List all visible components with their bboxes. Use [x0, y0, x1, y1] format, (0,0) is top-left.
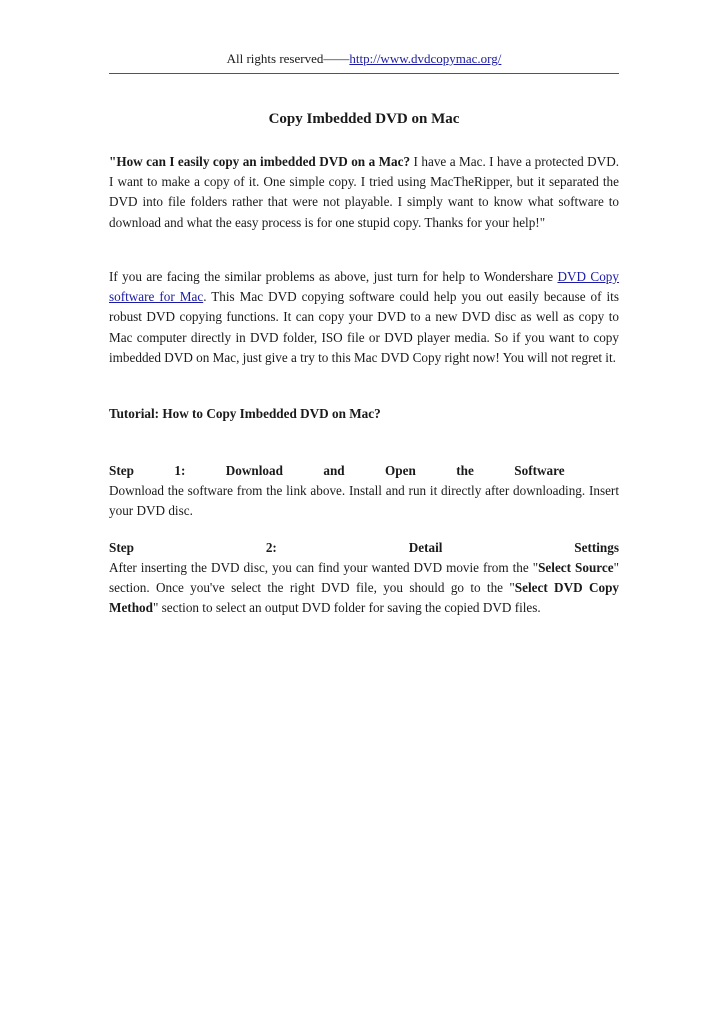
quote-question: "How can I easily copy an imbedded DVD on a Mac?	[109, 154, 411, 169]
dvd-copy-software-link[interactable]: DVD Copy software for Mac	[109, 269, 619, 305]
intro-paragraph	[109, 267, 619, 368]
step1-word: Software	[514, 463, 565, 478]
intro-text-start: If you are facing the similar problems as above, just turn for help to Wondershare	[109, 269, 558, 284]
step1-word: 1:	[174, 463, 186, 478]
header-divider	[109, 73, 619, 74]
select-source-label: Select Source	[538, 560, 614, 575]
step1-word: Open	[385, 463, 416, 478]
step1-word: the	[456, 463, 474, 478]
step2-word: Settings	[574, 540, 619, 555]
step1-body: Download the software from the link above. Install and run it directly after downloading. Insert your DVD disc.	[109, 483, 619, 519]
step2-text-2: " section. Once you've select the right DVD file, you should go to the "	[109, 560, 619, 596]
step2-heading	[109, 538, 619, 558]
step2-word: 2:	[265, 540, 277, 555]
step2-word: Step	[109, 540, 134, 555]
quote-body: I have a Mac. I have a protected DVD. I want to make a copy of it. One simple copy. I tried using MacTheRipper, but it separated the DVD into file folders rather that were not playable. I simply want to know what software to download and what the easy process is for one stupid copy. Thanks for your help!"	[109, 154, 620, 230]
step1-heading	[109, 461, 619, 481]
step2-text-3: " section to select an output DVD folder for saving the copied DVD files.	[152, 600, 541, 616]
step2-body	[109, 558, 619, 619]
step1-spacer	[605, 461, 619, 481]
step1-word: Download	[225, 463, 283, 478]
document-title: Copy Imbedded DVD on Mac	[268, 111, 460, 127]
site-link[interactable]: http://www.dvdcopymac.org/	[349, 51, 502, 66]
intro-text-end: . This Mac DVD copying software could help you out easily because of its robust DVD copying functions. It can copy your DVD to a new DVD disc as well as copy to Mac computer directly in DVD folder, ISO file or DVD player media. So if you want to copy imbedded DVD on Mac, just give a try to this Mac DVD Copy right now! You will not regret it.	[109, 289, 619, 365]
tutorial-heading: Tutorial: How to Copy Imbedded DVD on Mac?	[109, 406, 381, 421]
step2-word: Detail	[408, 540, 443, 555]
quote-paragraph	[109, 152, 619, 233]
copyright-text: All rights reserved——	[226, 51, 350, 66]
step1-word: Step	[109, 463, 134, 478]
step1-word: and	[323, 463, 345, 478]
page-header	[109, 50, 619, 67]
step2-text-1: After inserting the DVD disc, you can find your wanted DVD movie from the "	[109, 560, 539, 575]
select-copy-method-label: Select DVD Copy Method	[109, 580, 619, 616]
